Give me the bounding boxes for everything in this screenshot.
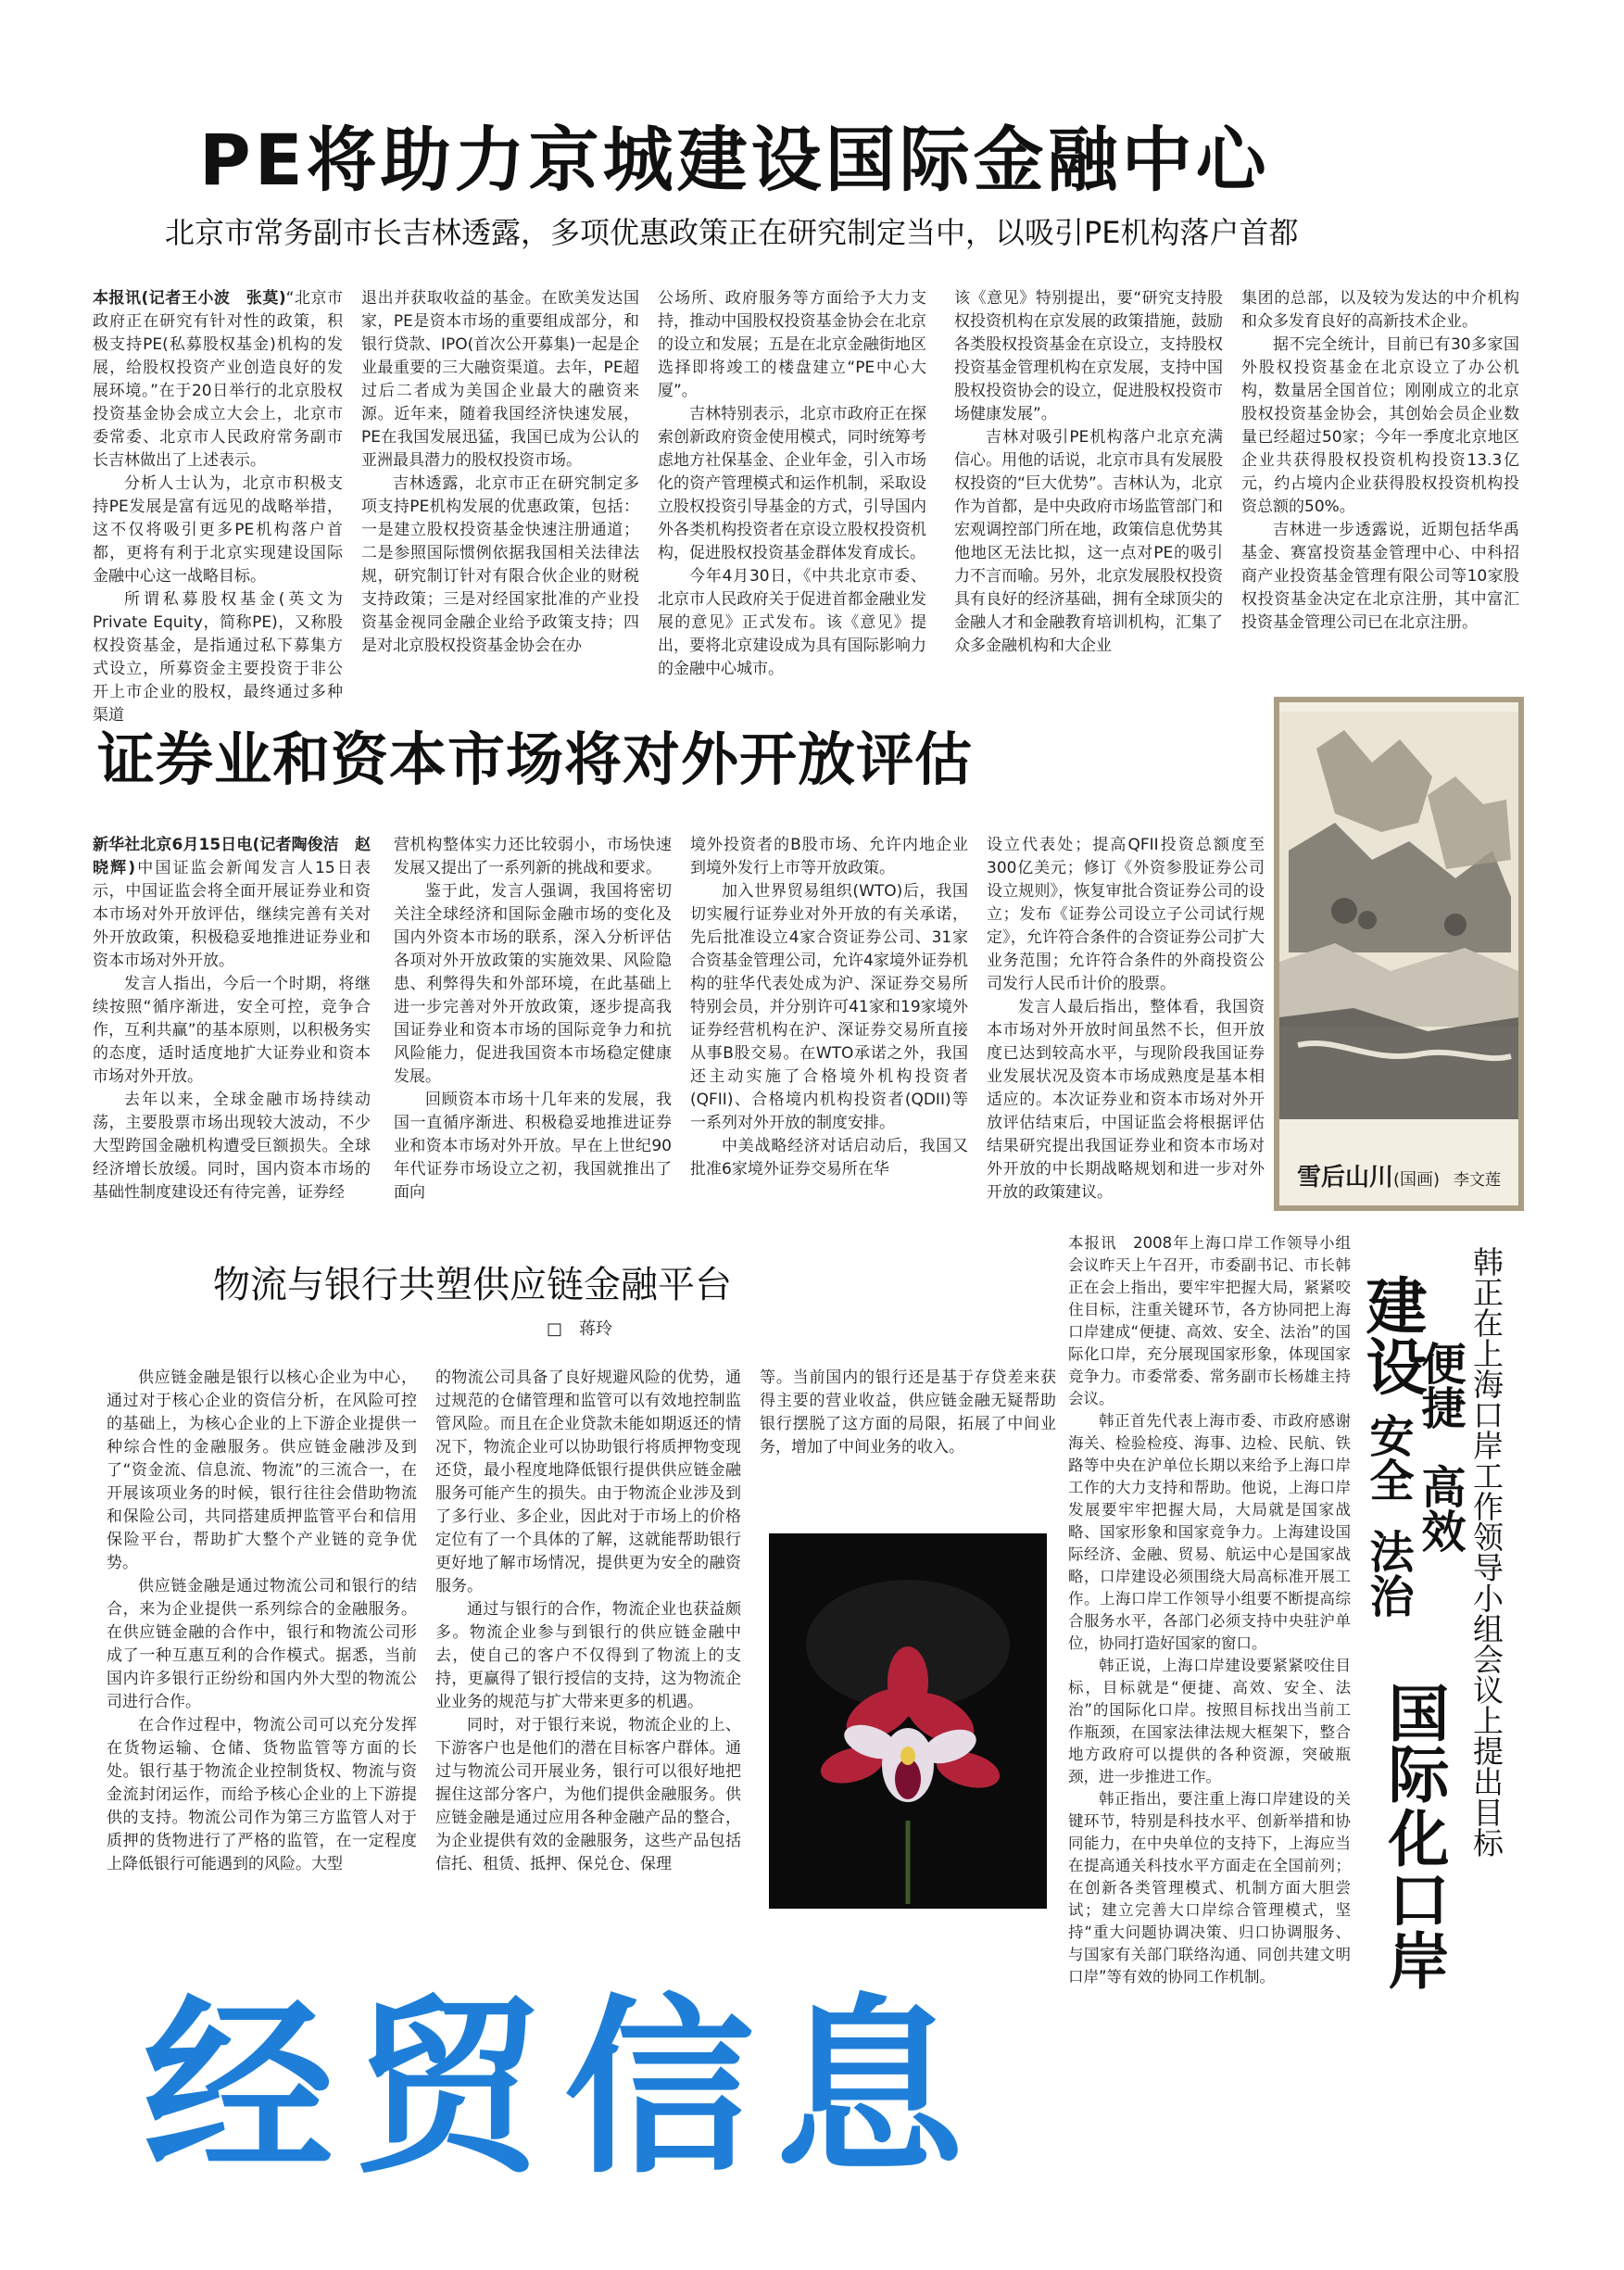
article4-headline <box>1355 1274 1466 2163</box>
headline-part: 便捷 <box>1414 1341 1466 1430</box>
headline-part: 高效 <box>1414 1464 1466 1553</box>
paragraph: 通过与银行的合作，物流企业也获益颇多。物流企业参与到银行的供应链金融中去，使自己的客户不仅得到了物流上的支持，更赢得了银行授信的支持，这为物流企业业务的规范与扩大带来更多的机遇。 <box>435 1600 741 1711</box>
paragraph: 吉林特别表示，北京市政府正在探索创新政府资金使用模式，同时统筹考虑地方社保基金、企业年金，引入市场化的资产管理模式和运作机制，采取设立股权投资引导基金的方式，引导国内外各类机构投资者在京设立股权投资机构，促进股权投资基金群体发育成长。 <box>658 405 926 562</box>
paragraph: 等。当前国内的银行还是基于存贷差来获得主要的营业收益，供应链金融无疑帮助银行摆脱了这方面的局限，拓展了中间业务，增加了中间业务的收入。 <box>760 1368 1056 1457</box>
article4-vertical-subtitle: 韩正在上海口岸工作领导小组会议上提出目标 <box>1468 1246 1504 1858</box>
article1-title: PE将助力京城建设国际金融中心 <box>199 119 1270 201</box>
paragraph: 同时，对于银行来说，物流企业的上、下游客户也是他们的潜在目标客户群体。通过与物流公司开展业务，银行可以很好地把握住这部分客户，为他们提供金融服务。供应链金融是通过应用各种金融产品的整合，为企业提供有效的金融服务，这些产品包括信托、租赁、抵押、保兑仓、保理 <box>435 1716 741 1873</box>
paragraph: 吉林透露，北京市正在研究制定多项支持PE机构发展的优惠政策，包括：一是建立股权投资基金快速注册通道；二是参照国际惯例依据我国相关法律法规，研究制订针对有限合伙企业的财税支持政策；三是对经国家批准的产业投资基金视同金融企业给予政策支持；四是对北京股权投资基金协会在办 <box>361 474 639 655</box>
article2-title: 证券业和资本市场将对外开放评估 <box>97 725 974 793</box>
paragraph: 设立代表处；提高QFII投资总额度至300亿美元；修订《外资参股证券公司设立规则》，恢复审批合资证券公司的设立；发布《证券公司设立子公司试行规定》，允许符合条件的合资证券公司扩大业务范围；允许符合条件的外商投资公司发行人民币计价的股票。 <box>987 836 1265 993</box>
article1-subtitle: 北京市常务副市长吉林透露，多项优惠政策正在研究制定当中，以吸引PE机构落户首都 <box>165 215 1299 250</box>
paragraph: 韩正首先代表上海市委、市政府感谢海关、检验检疫、海事、边检、民航、铁路等中央在沪单位长期以来给予上海口岸工作的大力支持和帮助。他说，上海口岸发展要牢牢把握大局，大局就是国家战略、国家形象和国家竞争力。上海建设国际经济、金融、贸易、航运中心是国家战略，口岸建设必须围绕大局高标准开展工作。上海口岸工作领导小组要不断提高综合服务水平，各部门必须支持中央驻沪单位，协同打造好国家的窗口。 <box>1068 1412 1351 1652</box>
article2-col1 <box>93 834 371 1232</box>
article1-col4 <box>954 287 1223 704</box>
paragraph: 今年4月30日，《中共北京市委、北京市人民政府关于促进首都金融业发展的意见》正式发布。该《意见》提出，要将北京建设成为具有国际影响力的金融中心城市。 <box>658 567 926 678</box>
paragraph: 的物流公司具备了良好规避风险的优势，通过规范的仓储管理和监管可以有效地控制监管风险。而且在企业贷款未能如期返还的情况下，物流企业可以协助银行将质押物变现还贷，最小程度地降低银行提供供应链金融服务可能产生的损失。由于物流企业涉及到了多行业、多企业，因此对于市场上的价格定位有了一个具体的了解，这就能帮助银行更好地了解市场情况，提供更为安全的融资服务。 <box>435 1368 741 1595</box>
paragraph: 中国证监会新闻发言人15日表示，中国证监会将全面开展证券业和资本市场对外开放评估，继续完善有关对外开放政策，积极稳妥地推进证券业和资本市场对外开放。 <box>93 859 371 970</box>
paragraph: 中美战略经济对话启动后，我国又批准6家境外证券交易所在华 <box>690 1137 968 1179</box>
landscape-painting <box>1279 712 1518 1119</box>
article3-col1 <box>107 1367 417 1946</box>
headline-part: 化口岸 <box>1378 1807 1449 1990</box>
headline-part: 法治 <box>1362 1529 1414 1618</box>
article3-title: 物流与银行共塑供应链金融平台 <box>213 1264 732 1306</box>
article2-byline: 新华社北京6月15日电(记者陶俊洁 赵晓辉) <box>93 836 371 877</box>
paragraph: “北京市政府正在研究有针对性的政策，积极支持PE(私募股权基金)机构的发展，给股权投资产业创造良好的发展环境。”在于20日举行的北京股权投资基金协会成立大会上，北京市委常委、北京市人民政府常务副市长吉林做出了上述表示。 <box>93 289 343 470</box>
painting-caption <box>1279 1158 1518 1192</box>
paragraph: 退出并获取收益的基金。在欧美发达国家，PE是资本市场的重要组成部分，和银行贷款、IPO(首次公开募集)一起是企业最重要的三大融资渠道。去年，PE超过后二者成为美国企业最大的融资来源。近年来，随着我国经济快速发展，PE在我国发展迅猛，我国已成为公认的亚洲最具潜力的股权投资市场。 <box>361 289 639 470</box>
article4-body <box>1068 1232 1351 2159</box>
paragraph: 发言人指出，今后一个时期，将继续按照“循序渐进，安全可控，竞争合作，互利共赢”的基本原则，以积极务实的态度，适时适度地扩大证券业和资本市场对外开放。 <box>93 975 371 1086</box>
paragraph: 该《意见》特别提出，要“研究支持股权投资机构在京发展的政策措施，鼓励各类股权投资基金在京设立，支持股权投资基金管理机构在京发展，支持中国股权投资协会的设立，促进股权投资市场健康发展”。 <box>954 289 1223 423</box>
section-banner: 经贸信息 <box>144 1979 985 2200</box>
headline-part: 建设 <box>1355 1274 1427 1396</box>
article3-author: □ 蒋玲 <box>547 1319 613 1339</box>
article2-col3 <box>690 834 968 1232</box>
paragraph: 所谓私募股权基金(英文为Private Equity，简称PE)，又称股权投资基金，是指通过私下募集方式设立，所募资金主要投资于非公开上市企业的股权，最终通过多种渠道 <box>93 590 343 725</box>
orchid-flower-image <box>769 1533 1047 1909</box>
article1-col5 <box>1241 287 1519 704</box>
paragraph: 据不完全统计，目前已有30多家国外股权投资基金在北京设立了办公机构，数量居全国首位；刚刚成立的北京股权投资基金协会，其创始会员企业数量已经超过50家；今年一季度北京地区企业共获得股权投资机构投资13.3亿元，约占境内企业获得股权投资机构投资总额的50%。 <box>1241 335 1519 516</box>
paragraph: 吉林进一步透露说，近期包括华禹基金、赛富投资基金管理中心、中科招商产业投资基金管理有限公司等10家股权投资基金决定在北京注册，其中富汇投资基金管理公司已在北京注册。 <box>1241 521 1519 632</box>
paragraph: 营机构整体实力还比较弱小，市场快速发展又提出了一系列新的挑战和要求。 <box>394 836 672 877</box>
article2-col2 <box>394 834 672 1232</box>
painting-artist: 李文莲 <box>1454 1171 1502 1190</box>
painting-type: (国画) <box>1392 1170 1441 1190</box>
paragraph: 回顾资本市场十几年来的发展，我国一直循序渐进、积极稳妥地推进证券业和资本市场对外开放。早在上世纪90年代证券市场设立之初，我国就推出了面向 <box>394 1091 672 1202</box>
paragraph: 在合作过程中，物流公司可以充分发挥在货物运输、仓储、货物监管等方面的长处。银行基于物流企业控制货权、物流与资金流封闭运作，而给予核心企业的上下游提供的支持。物流公司作为第三方监管人对于质押的货物进行了严格的监管，在一定程度上降低银行可能遇到的风险。大型 <box>107 1716 417 1873</box>
paragraph: 公场所、政府服务等方面给予大力支持，推动中国股权投资基金协会在北京的设立和发展；五是在北京金融街地区选择即将竣工的楼盘建立“PE中心大厦”。 <box>658 289 926 400</box>
paragraph: 供应链金融是通过物流公司和银行的结合，来为企业提供一系列综合的金融服务。在供应链金融的合作中，银行和物流公司形成了一种互惠互利的合作模式。据悉，当前国内许多银行正纷纷和国内外大型的物流公司进行合作。 <box>107 1577 417 1711</box>
paragraph: 发言人最后指出，整体看，我国资本市场对外开放时间虽然不长，但开放度已达到较高水平，与现阶段我国证券业发展状况及资本市场成熟度是基本相适应的。本次证券业和资本市场对外开放评估结束后，中国证监会将根据评估结果研究提出我国证券业和资本市场对外开放的中长期战略规划和进一步对外开放的政策建议。 <box>987 998 1265 1202</box>
article1-col3 <box>658 287 926 704</box>
paragraph: 供应链金融是银行以核心企业为中心，通过对于核心企业的资信分析，在风险可控的基础上，为核心企业的上下游企业提供一种综合性的金融服务。供应链金融涉及到了“资金流、信息流、物流”的三流合一，在开展该项业务的时候，银行往往会借助物流和保险公司，共同搭建质押监管平台和信用保险平台，帮助扩大整个产业链的竞争优势。 <box>107 1368 417 1572</box>
paragraph: 鉴于此，发言人强调，我国将密切关注全球经济和国际金融市场的变化及国内外资本市场的联系，深入分析评估各项对外开放政策的实施效果、风险隐患、利弊得失和外部环境，在此基础上进一步完善对外开放政策，逐步提高我国证券业和资本市场的国际竞争力和抗风险能力，促进我国资本市场稳定健康发展。 <box>394 882 672 1086</box>
paragraph: 境外投资者的B股市场、允许内地企业到境外发行上市等开放政策。 <box>690 836 968 877</box>
paragraph: 吉林对吸引PE机构落户北京充满信心。用他的话说，北京市具有发展股权投资的“巨大优势”。吉林认为，北京作为首都，是中央政府市场监管部门和宏观调控部门所在地，政策信息优势其他地区无法比拟，这一点对PE的吸引力不言而喻。另外，北京发展股权投资具有良好的经济基础，拥有全球顶尖的金融人才和金融教育培训机构，汇集了众多金融机构和大企业 <box>954 428 1223 655</box>
paragraph: 加入世界贸易组织(WTO)后，我国切实履行证券业对外开放的有关承诺，先后批准设立4家合资证券公司、31家合资基金管理公司，允许4家境外证券机构的驻华代表处成为沪、深证券交易所特别会员，并分别许可41家和19家境外证券经营机构在沪、深证券交易所直接从事B股交易。在WTO承诺之外，我国还主动实施了合格境外机构投资者(QFII)、合格境内机构投资者(QDII)等一系列对外开放的制度安排。 <box>690 882 968 1132</box>
paragraph: 去年以来，全球金融市场持续动荡，主要股票市场出现较大波动，不少大型跨国金融机构遭受巨额损失。全球经济增长放缓。同时，国内资本市场的基础性制度建设还有待完善，证券经 <box>93 1091 371 1202</box>
article2-col4 <box>987 834 1265 1232</box>
painting-frame <box>1274 697 1524 1211</box>
paragraph: 韩正指出，要注重上海口岸建设的关键环节，特别是科技水平、创新举措和协同能力，在中央单位的支持下，上海应当在提高通关科技水平方面走在全国前列；在创新各类管理模式、机制方面大胆尝试；建立完善大口岸综合管理模式，坚持“重大问题协调决策、归口协调服务、与国家有关部门联络沟通、同创共建文明口岸”等有效的协同工作机制。 <box>1068 1790 1351 1986</box>
paragraph: 韩正说，上海口岸建设要紧紧咬住目标，目标就是“便捷、高效、安全、法治”的国际化口岸。按照目标找出当前工作瓶颈，在国家法律法规大框架下，整合地方政府可以提供的各种资源，突破瓶颈，进一步推进工作。 <box>1068 1657 1351 1785</box>
headline-part: 国际 <box>1378 1682 1449 1804</box>
article1-byline: 本报讯(记者王小波 张莫) <box>93 289 286 308</box>
paragraph: 分析人士认为，北京市积极支持PE发展是富有远见的战略举措，这不仅将吸引更多PE机构落户首都，更将有利于北京实现建设国际金融中心这一战略目标。 <box>93 474 343 586</box>
painting-title: 雪后山川 <box>1296 1164 1393 1192</box>
article1-col2 <box>361 287 639 704</box>
article3-col3 <box>760 1367 1056 1515</box>
article1-col1 <box>93 287 343 725</box>
headline-part: 安全 <box>1362 1413 1414 1502</box>
orchid-photo <box>769 1533 1047 1909</box>
article3-col2 <box>435 1367 741 1946</box>
paragraph: 集团的总部，以及较为发达的中介机构和众多发育良好的高新技术企业。 <box>1241 289 1519 331</box>
paragraph: 本报讯 2008年上海口岸工作领导小组会议昨天上午召开，市委副书记、市长韩正在会上指出，要牢牢把握大局，紧紧咬住目标，注重关键环节，各方协同把上海口岸建成“便捷、高效、安全、法治”的国际化口岸，充分展现国家形象，体现国家竞争力。市委常委、常务副市长杨雄主持会议。 <box>1068 1234 1351 1407</box>
